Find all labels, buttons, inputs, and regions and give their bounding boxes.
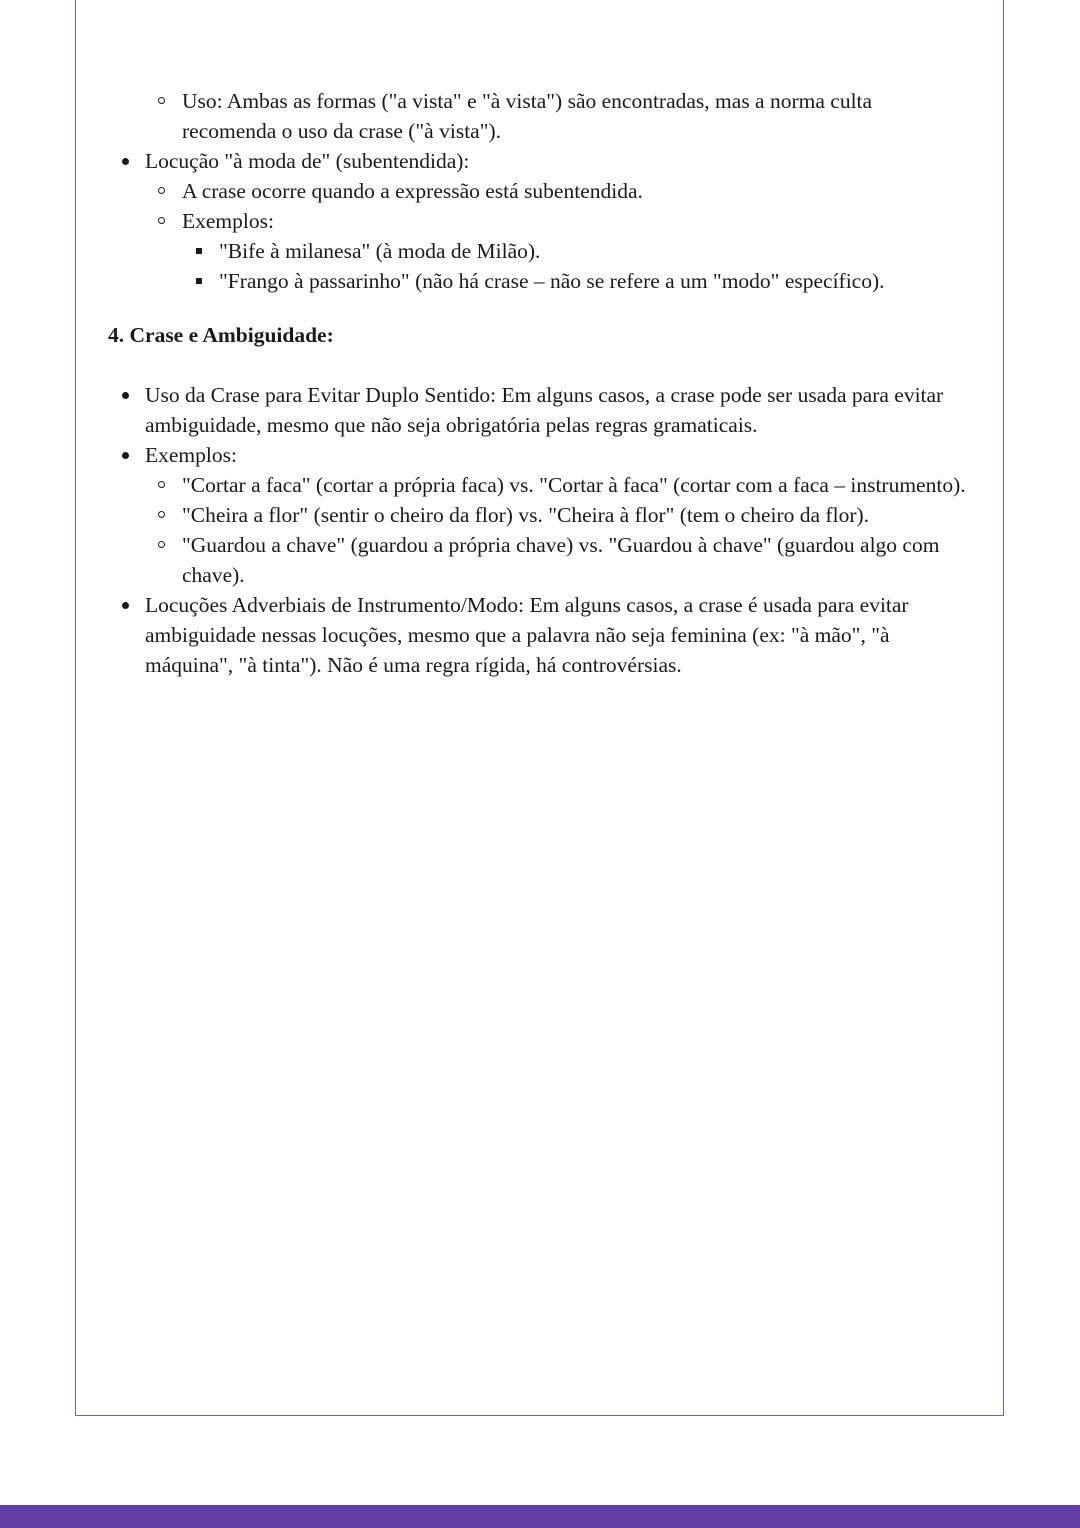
dot-bullet-icon [122, 392, 129, 399]
square-bullet-icon [196, 278, 202, 284]
list-item: "Cheira a flor" (sentir o cheiro da flor) vs. "Cheira à flor" (tem o cheiro da flor). [108, 500, 968, 530]
list-item: "Guardou a chave" (guardou a própria chave) vs. "Guardou à chave" (guardou algo com chave). [108, 530, 968, 590]
list-item: Locuções Adverbiais de Instrumento/Modo: Em alguns casos, a crase é usada para evitar ambiguidade nessas locuções, mesmo que a palavra não seja feminina (ex: "à mão", "à máquina", "à tinta"). Não é uma regra rígida, há controvérsias. [108, 590, 968, 680]
circle-bullet-icon [158, 187, 165, 194]
dot-bullet-icon [122, 602, 129, 609]
document-content [108, 86, 968, 680]
circle-bullet-icon [158, 217, 165, 224]
section-heading: 4. Crase e Ambiguidade: [108, 323, 334, 347]
circle-bullet-icon [158, 541, 165, 548]
circle-bullet-icon [158, 511, 165, 518]
list-item: Exemplos: [108, 206, 968, 236]
list-item: "Cortar a faca" (cortar a própria faca) vs. "Cortar à faca" (cortar com a faca – instrumento). [108, 470, 968, 500]
circle-bullet-icon [158, 97, 165, 104]
prev-section-list [108, 86, 968, 296]
list-item: Uso da Crase para Evitar Duplo Sentido: Em alguns casos, a crase pode ser usada para evitar ambiguidade, mesmo que não seja obrigatória pelas regras gramaticais. [108, 380, 968, 440]
section4-list [108, 380, 968, 680]
footer-bar [0, 1505, 1080, 1528]
list-item: Uso: Ambas as formas ("a vista" e "à vista") são encontradas, mas a norma culta recomenda o uso da crase ("à vista"). [108, 86, 968, 146]
circle-bullet-icon [158, 481, 165, 488]
list-item: Locução "à moda de" (subentendida): [108, 146, 968, 176]
list-item: Exemplos: [108, 440, 968, 470]
list-item: A crase ocorre quando a expressão está subentendida. [108, 176, 968, 206]
dot-bullet-icon [122, 452, 129, 459]
square-bullet-icon [196, 248, 202, 254]
dot-bullet-icon [122, 158, 129, 165]
list-item: "Bife à milanesa" (à moda de Milão). [108, 236, 968, 266]
list-item: "Frango à passarinho" (não há crase – não se refere a um "modo" específico). [108, 266, 968, 296]
